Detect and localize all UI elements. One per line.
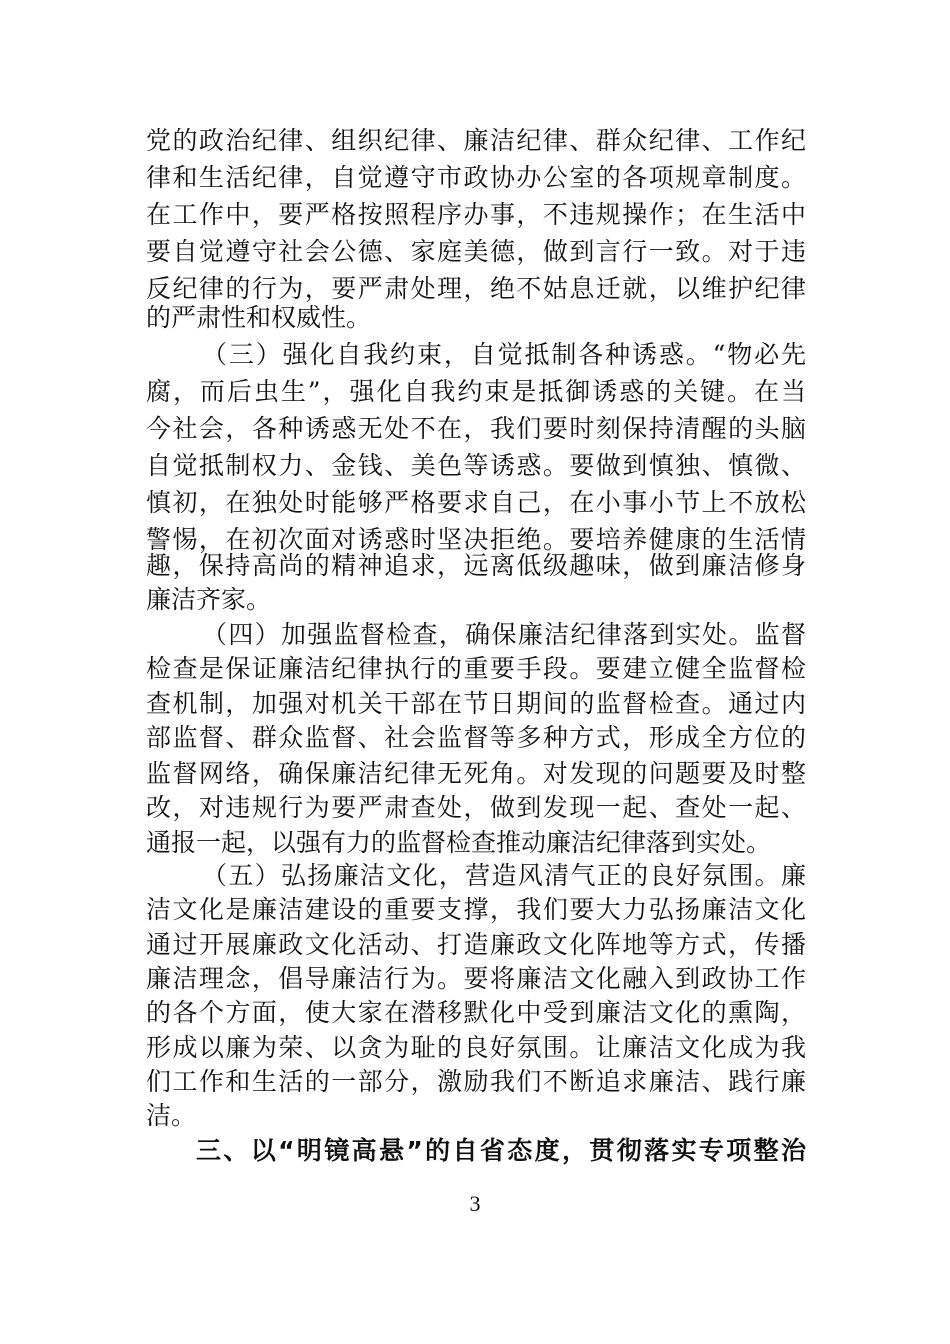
body-line: 廉洁理念，倡导廉洁行为。要将廉洁文化融入到政协工作 — [146, 964, 806, 993]
body-line: 形成以廉为荣、以贪为耻的良好氛围。让廉洁文化成为我 — [146, 1033, 806, 1062]
section-five-first-line: （五）弘扬廉洁文化，营造风清气正的良好氛围。廉 — [202, 861, 806, 890]
body-line: 们工作和生活的一部分，激励我们不断追求廉洁、践行廉 — [146, 1067, 806, 1096]
body-line: 要自觉遵守社会公德、家庭美德，做到言行一致。对于违 — [146, 237, 806, 266]
body-line: 廉洁齐家。 — [146, 585, 272, 614]
body-line: 部监督、群众监督、社会监督等多种方式，形成全方位的 — [146, 723, 806, 752]
body-line: 趣，保持高尚的精神追求，远离低级趣味，做到廉洁修身 — [146, 551, 806, 580]
body-line: 检查是保证廉洁纪律执行的重要手段。要建立健全监督检 — [146, 654, 806, 683]
section-four-first-line: （四）加强监督检查，确保廉洁纪律落到实处。监督 — [202, 620, 806, 649]
body-line: 监督网络，确保廉洁纪律无死角。对发现的问题要及时整 — [146, 759, 806, 788]
body-line: 改，对违规行为要严肃查处，做到发现一起、查处一起、 — [146, 793, 806, 822]
section-heading: 三、以“明镜高悬”的自省态度，贯彻落实专项整治 — [196, 1136, 806, 1165]
body-line: 警惕，在初次面对诱惑时坚决拒绝。要培养健康的生活情 — [146, 525, 806, 554]
body-line: 自觉抵制权力、金钱、美色等诱惑。要做到慎独、慎微、 — [146, 451, 806, 480]
body-line: 律和生活纪律，自觉遵守市政协办公室的各项规章制度。 — [146, 163, 806, 192]
body-line: 通报一起，以强有力的监督检查推动廉洁纪律落到实处。 — [146, 828, 772, 857]
body-line: 腐，而后虫生”，强化自我约束是抵御诱惑的关键。在当 — [146, 377, 806, 406]
body-line: 的严肃性和权威性。 — [146, 303, 372, 332]
body-line: 查机制，加强对机关干部在节日期间的监督检查。通过内 — [146, 689, 806, 718]
body-line: 反纪律的行为，要严肃处理，绝不姑息迁就，以维护纪律 — [146, 274, 806, 303]
body-line: 洁。 — [146, 1101, 197, 1130]
body-line: 慎初，在独处时能够严格要求自己，在小事小节上不放松 — [146, 488, 806, 517]
body-line: 通过开展廉政文化活动、打造廉政文化阵地等方式，传播 — [146, 930, 806, 959]
body-line: 的各个方面，使大家在潜移默化中受到廉洁文化的熏陶， — [146, 998, 806, 1027]
body-line: 党的政治纪律、组织纪律、廉洁纪律、群众纪律、工作纪 — [146, 126, 806, 155]
page-number: 3 — [469, 1191, 481, 1216]
body-line: 洁文化是廉洁建设的重要支撑，我们要大力弘扬廉洁文化 — [146, 895, 806, 924]
section-three-first-line: （三）强化自我约束，自觉抵制各种诱惑。“物必先 — [202, 340, 806, 369]
body-line: 今社会，各种诱惑无处不在，我们要时刻保持清醒的头脑 — [146, 414, 806, 443]
body-line: 在工作中，要严格按照程序办事，不违规操作；在生活中 — [146, 200, 806, 229]
